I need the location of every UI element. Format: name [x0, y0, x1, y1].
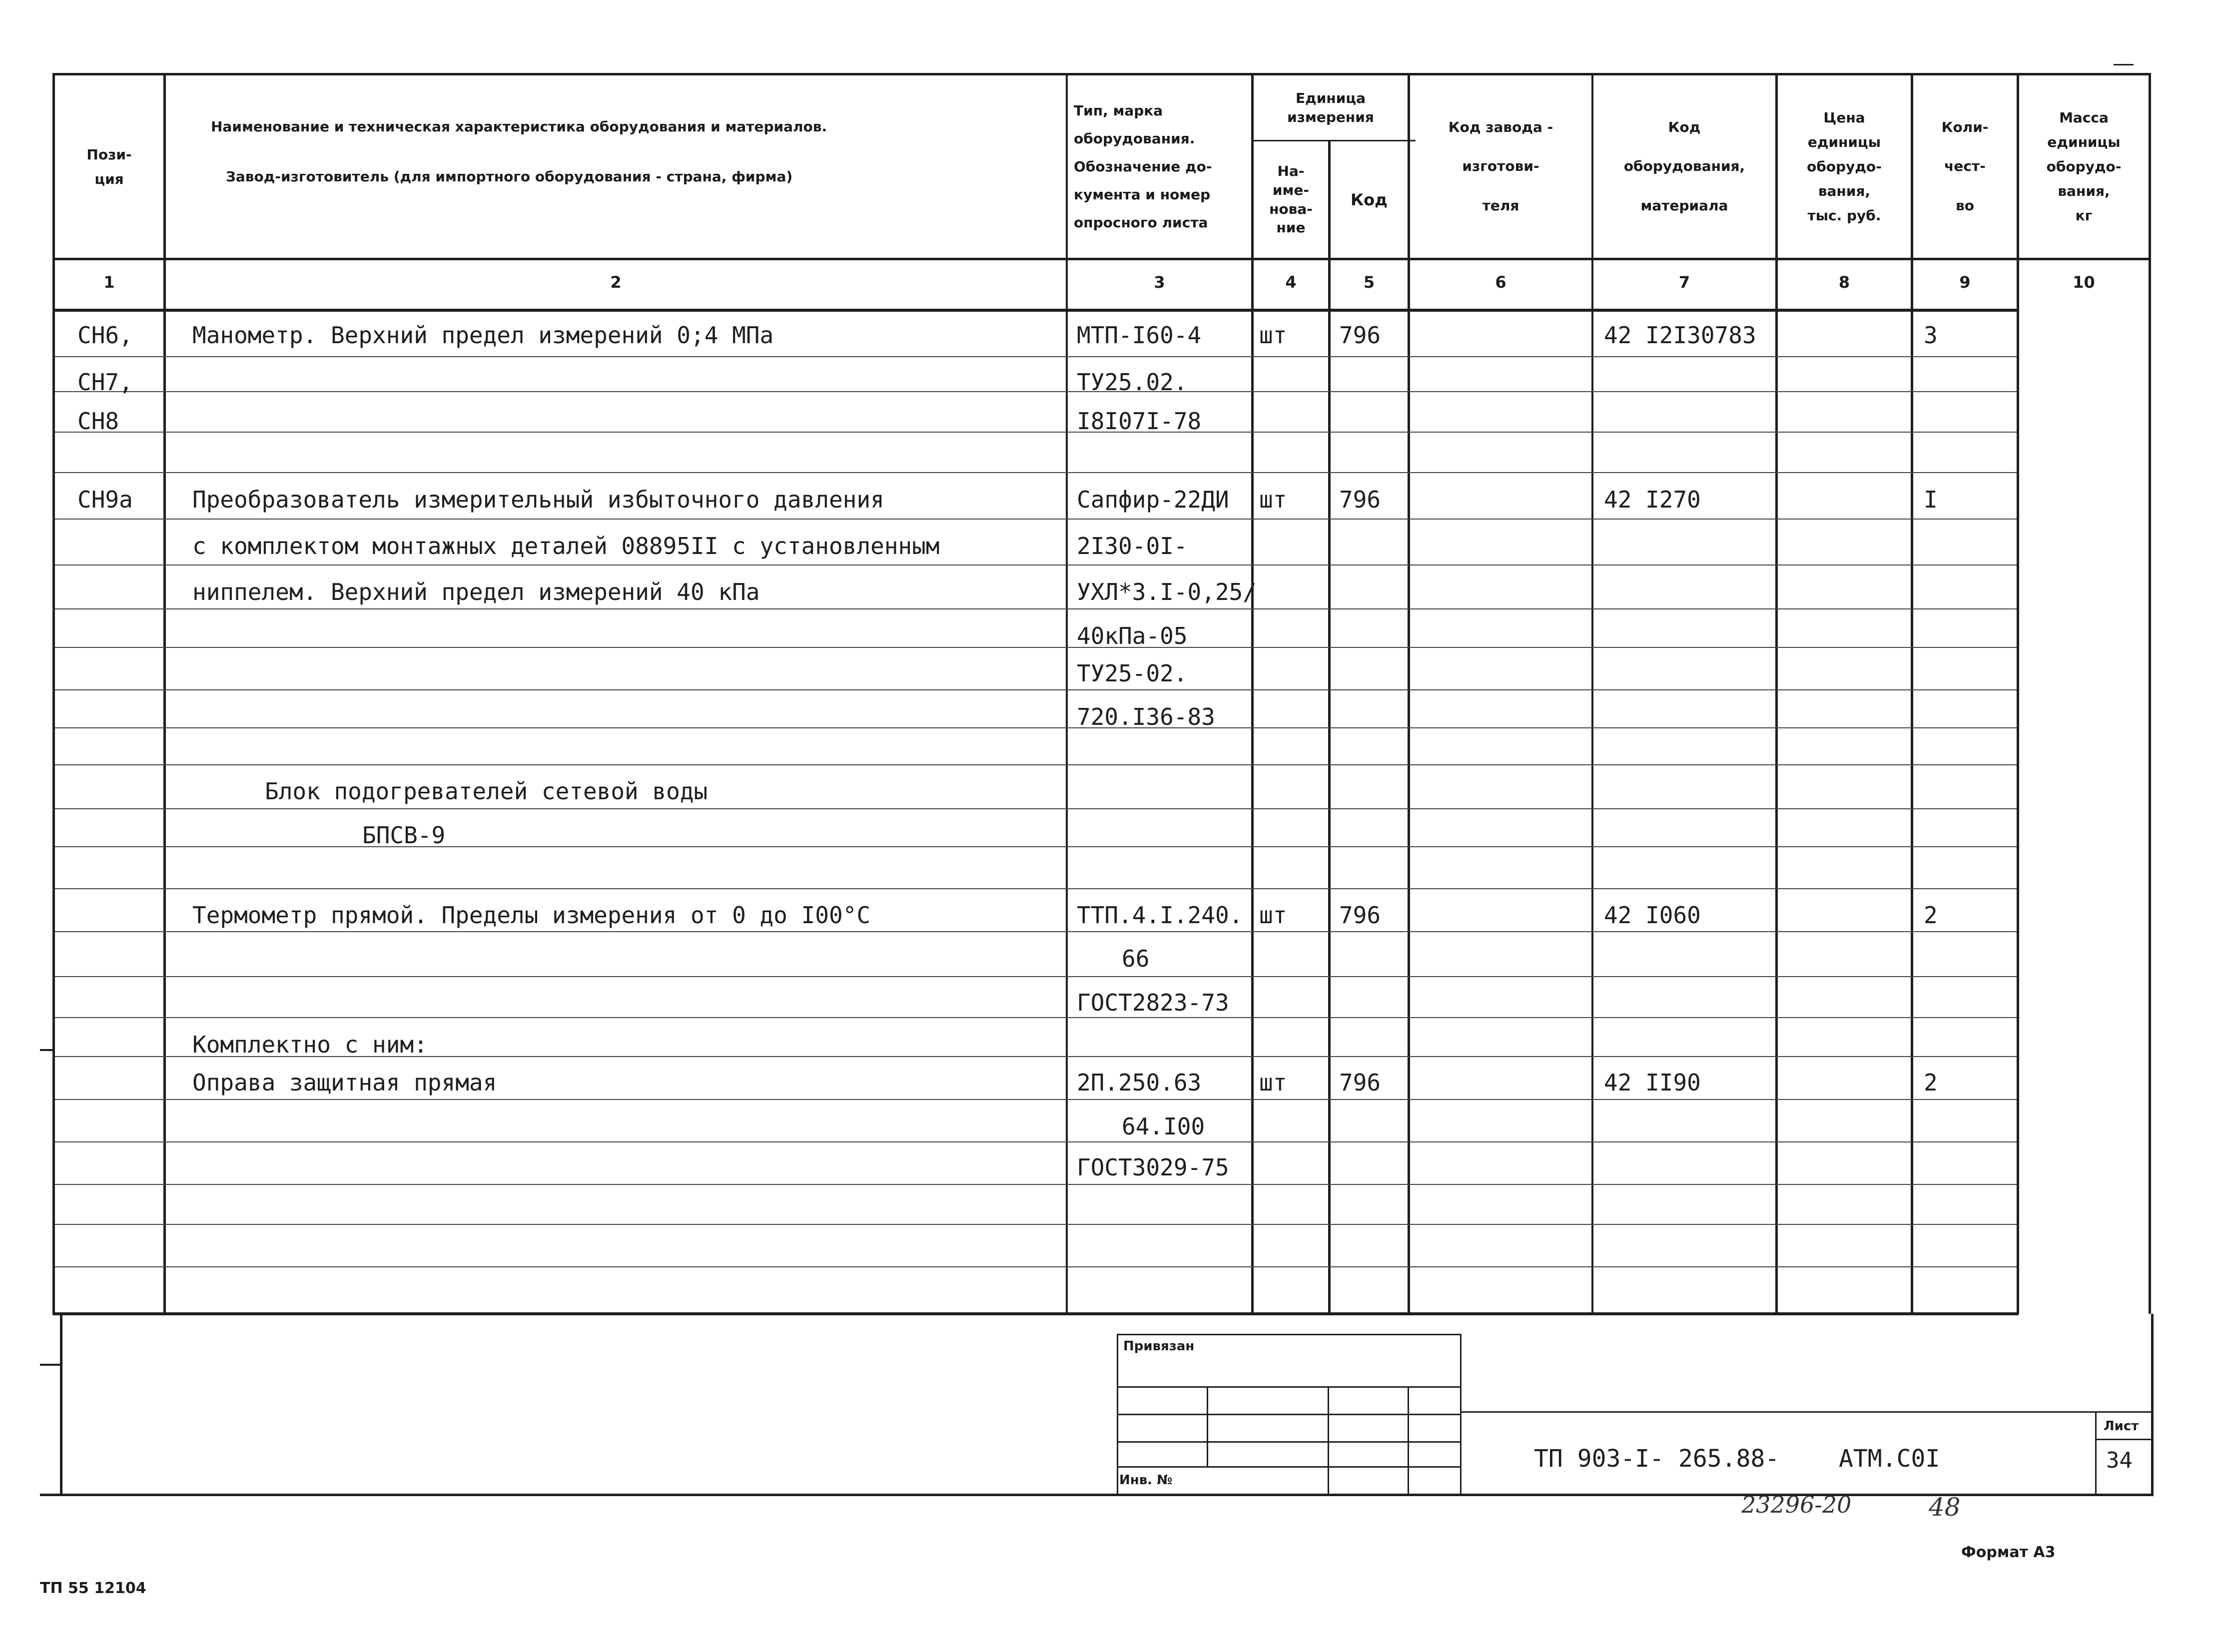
column-number: 10 — [2073, 273, 2095, 292]
cell-code: 796 — [1339, 486, 1381, 513]
row-separator — [55, 1184, 2017, 1185]
cell-name: Оправа защитная прямая — [192, 1069, 497, 1096]
header-unit-name: На- име- нова- ние — [1269, 162, 1313, 236]
row-separator — [55, 1224, 2017, 1225]
cell-type: ТУ25.02. — [1077, 369, 1188, 396]
cell-type: ГОСТ2823-73 — [1077, 989, 1229, 1016]
row-separator — [55, 808, 2017, 809]
sheet-label: Лист — [2104, 1419, 2139, 1434]
table-row — [0, 650, 2213, 690]
column-number: 8 — [1838, 273, 1850, 292]
cell-code: 796 — [1339, 322, 1381, 349]
cell-equip_code: 42 I060 — [1604, 902, 1701, 929]
header-plant-code: Код завода - изготови- теля — [1448, 118, 1553, 214]
column-number: 2 — [610, 273, 622, 292]
table-row — [0, 892, 2213, 932]
header-type: Тип, марка оборудования. Обозначение до- кумента и номер опросного листа — [1074, 102, 1212, 231]
left-code: ТП 55 12104 — [40, 1580, 146, 1597]
header-unit-group: Единица измерения — [1287, 89, 1374, 125]
table-row — [0, 979, 2213, 1019]
column-number: 9 — [1959, 273, 1971, 292]
sheet-number: 34 — [2106, 1448, 2133, 1473]
column-number: 1 — [103, 273, 115, 292]
table-row — [0, 398, 2213, 438]
cell-name: Термометр прямой. Пределы измерения от 0 до I00°С — [192, 902, 871, 929]
cell-type: ГОСТ3029-75 — [1077, 1154, 1229, 1181]
cell-type: ТУ25-02. — [1077, 660, 1188, 687]
table-row — [0, 812, 2213, 852]
cell-pos: СН9а — [77, 486, 133, 513]
header-position: Пози- ция — [86, 146, 132, 187]
cell-code: 796 — [1339, 1069, 1381, 1096]
cell-equip_code: 42 I270 — [1604, 486, 1701, 513]
row-separator — [55, 976, 2017, 977]
row-separator — [55, 356, 2017, 357]
margin-mark — [2114, 64, 2134, 65]
cell-type: 64.I00 — [1122, 1113, 1205, 1140]
cell-type: Сапфир-22ДИ — [1077, 486, 1229, 513]
margin-mark — [40, 1049, 55, 1051]
cell-unit: шт — [1259, 902, 1287, 929]
header-name-line2: Завод-изготовитель (для импортного оборудования - страна, фирма) — [226, 168, 793, 185]
header-quantity: Коли- чест- во — [1941, 118, 1989, 214]
sheet-code: АТМ.С0I — [1839, 1445, 1940, 1473]
table-row — [0, 1021, 2213, 1061]
column-number: 3 — [1154, 273, 1165, 292]
table-row — [0, 435, 2213, 475]
row-separator — [55, 564, 2017, 565]
cell-type: ТТП.4.I.240. — [1077, 902, 1243, 929]
handwritten-number: 23296-20 — [1741, 1491, 1852, 1518]
cell-qty: 2 — [1924, 1069, 1938, 1096]
cell-type: 40кПа-05 — [1077, 622, 1188, 649]
table-row — [0, 1144, 2213, 1184]
table-row — [0, 768, 2213, 808]
cell-equip_code: 42 I2I30783 — [1604, 322, 1756, 349]
cell-name: Манометр. Верхний предел измерений 0;4 МПа — [192, 322, 774, 349]
cell-qty: I — [1924, 486, 1938, 513]
header-price: Цена единицы оборудо- вания, тыс. руб. — [1807, 109, 1882, 224]
bound-label: Привязан — [1123, 1339, 1195, 1354]
cell-type: 2I30-0I- — [1077, 533, 1188, 559]
header-name-line1: Наименование и техническая характеристика оборудования и материалов. — [211, 118, 827, 135]
table-row — [0, 523, 2213, 562]
table-row — [0, 312, 2213, 352]
cell-type: УХЛ*3.I-0,25/ — [1077, 578, 1257, 605]
table-row — [0, 935, 2213, 975]
table-row — [0, 1059, 2213, 1099]
column-number: 6 — [1495, 273, 1506, 292]
table-row — [0, 849, 2213, 889]
cell-equip_code: 42 II90 — [1604, 1069, 1701, 1096]
row-separator — [55, 1099, 2017, 1100]
cell-type: 66 — [1122, 945, 1150, 972]
table-row — [0, 359, 2213, 399]
cell-unit: шт — [1259, 486, 1287, 513]
header-name-cell — [166, 75, 1066, 258]
table-row — [0, 612, 2213, 652]
cell-pos: СН8 — [77, 408, 119, 435]
margin-mark — [40, 1364, 60, 1366]
cell-type: 720.I36-83 — [1077, 703, 1215, 730]
cell-code: 796 — [1339, 902, 1381, 929]
row-separator — [55, 608, 2017, 609]
document-designation: ТП 903-I- 265.88- — [1534, 1445, 1780, 1473]
handwritten-page: 48 — [1929, 1493, 1961, 1522]
row-separator — [55, 1266, 2017, 1267]
row-separator — [55, 519, 2017, 520]
header-equip-code: Код оборудования, материала — [1623, 118, 1745, 214]
table-row — [0, 476, 2213, 516]
header-unit-code: Код — [1351, 190, 1388, 209]
cell-pos: СН6, — [77, 322, 133, 349]
cell-name: БПСВ-9 — [362, 822, 446, 849]
column-number: 7 — [1678, 273, 1690, 292]
column-number: 5 — [1363, 273, 1375, 292]
cell-name: Преобразователь измерительный избыточного давления — [192, 486, 884, 513]
format-label: Формат А3 — [1961, 1544, 2056, 1561]
cell-name: ниппелем. Верхний предел измерений 40 кПа — [192, 578, 760, 605]
cell-name: Комплектно с ним: — [192, 1031, 428, 1058]
table-row — [0, 1103, 2213, 1143]
cell-qty: 3 — [1924, 322, 1938, 349]
header-mass: Масса единицы оборудо- вания, кг — [2046, 109, 2122, 224]
inv-label: Инв. № — [1119, 1473, 1173, 1488]
cell-type: I8I07I-78 — [1077, 408, 1202, 435]
cell-unit: шт — [1259, 322, 1287, 349]
cell-pos: СН7, — [77, 369, 133, 396]
table-row — [0, 731, 2213, 771]
table-row — [0, 693, 2213, 733]
column-number: 4 — [1285, 273, 1297, 292]
cell-qty: 2 — [1924, 902, 1938, 929]
cell-type: 2П.250.63 — [1077, 1069, 1202, 1096]
cell-type: МТП-I60-4 — [1077, 322, 1202, 349]
cell-unit: шт — [1259, 1069, 1287, 1096]
cell-name: Блок подогревателей сетевой воды — [265, 778, 708, 805]
cell-name: с комплектом монтажных деталей 08895II с установленным — [192, 533, 940, 559]
table-row — [0, 568, 2213, 608]
